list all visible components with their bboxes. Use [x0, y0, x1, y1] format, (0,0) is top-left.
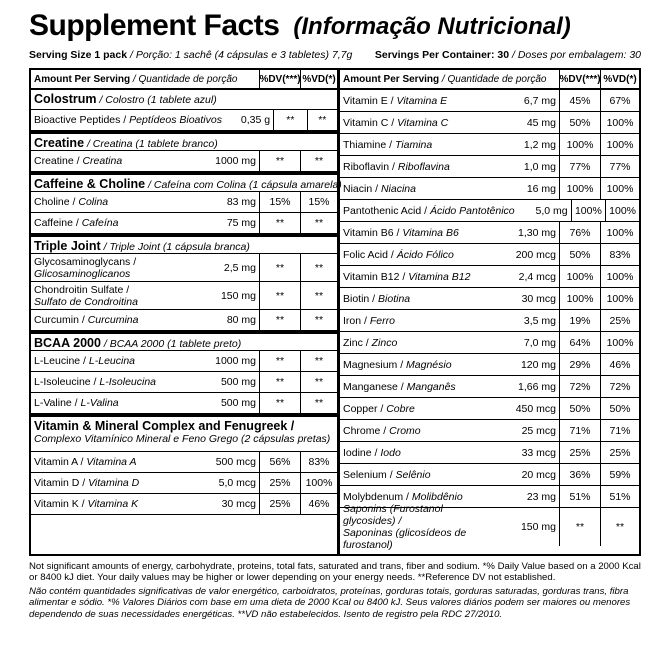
- left-nutrient-row: [31, 213, 337, 234]
- nutrient-name-pt: Peptídeos Bioativos: [129, 114, 222, 126]
- right-nutrient-row: [340, 332, 639, 354]
- nutrient-name-line1: Saponins (Furostanol glycosides) /: [343, 503, 443, 527]
- nutrient-name-pt: Iodo: [380, 446, 401, 459]
- footnote-en: Not significant amounts of energy, carbohydrate, proteins, total fats, saturated and trans, fiber and sodium. *% Daily Value based on a 2000 Kcal or 8400 kJ diet. Your daily values may be higher or lower depending on your energy needs. **Reference DV not established.: [29, 561, 641, 584]
- section-colostrum: [31, 90, 337, 110]
- left-nutrient-row: [31, 192, 337, 213]
- nutrient-name-en: Chondroitin Sulfate /: [34, 283, 130, 296]
- nutrient-dv: **: [559, 508, 600, 546]
- nutrient-vd: **: [300, 254, 337, 281]
- nutrient-name-en: Niacin: [343, 182, 373, 195]
- nutrient-amount: 23 mg: [526, 490, 556, 503]
- nutrient-dv: 72%: [559, 376, 600, 397]
- right-nutrient-row: [340, 310, 639, 332]
- nutrient-name-pt: Vitamina B6: [402, 226, 459, 239]
- nutrient-dv: **: [259, 151, 300, 171]
- nutrient-vd: 100%: [600, 288, 639, 309]
- nutrient-amount: 200 mcg: [515, 248, 556, 261]
- nutrient-name-en: Biotin: [343, 292, 370, 305]
- section-subtitle: / Cafeína com Colina (1 cápsula amarela): [145, 179, 342, 191]
- nutrient-amount: 83 mg: [226, 196, 256, 208]
- nutrient-vd: 15%: [300, 192, 337, 212]
- nutrient-dv: 100%: [559, 266, 600, 287]
- section-bcaa: [31, 331, 337, 351]
- section-title: Vitamin & Mineral Complex and Fenugreek /: [34, 419, 295, 433]
- nutrient-amount: 120 mg: [520, 358, 556, 371]
- nutrient-name: Riboflavin / Riboflavina: [343, 160, 450, 173]
- nutrient-name-en: Riboflavin: [343, 160, 390, 173]
- right-nutrient-row: [340, 464, 639, 486]
- section-subtitle: / Colostro (1 tablete azul): [96, 94, 217, 106]
- section-creatine: [31, 131, 337, 151]
- nutrient-vd: 83%: [600, 244, 639, 265]
- left-nutrient-row: [31, 110, 337, 131]
- nutrient-name-pt: Sulfato de Condroitina: [34, 295, 138, 308]
- nutrient-amount: 500 mcg: [215, 456, 256, 468]
- nutrient-name-en: Manganese: [343, 380, 398, 393]
- nutrient-amount: 1,66 mg: [518, 380, 556, 393]
- nutrient-name: Magnesium / Magnésio: [343, 358, 452, 371]
- left-nutrient-row: [31, 282, 337, 310]
- nutrient-name: L-Isoleucine / L-Isoleucina: [34, 376, 157, 388]
- nutrient-vd: 100%: [605, 200, 639, 221]
- left-nutrient-row: [31, 351, 337, 372]
- nutrient-name: Vitamin E / Vitamina E: [343, 94, 448, 107]
- right-nutrient-row: [340, 354, 639, 376]
- nutrient-vd: 100%: [600, 332, 639, 353]
- nutrient-dv: **: [259, 393, 300, 413]
- nutrient-amount: 30 mcg: [521, 292, 556, 305]
- section-triple: [31, 234, 337, 254]
- left-nutrient-row: [31, 372, 337, 393]
- nutrient-dv: **: [259, 254, 300, 281]
- nutrient-vd: 25%: [600, 310, 639, 331]
- right-nutrient-row: [340, 90, 639, 112]
- nutrient-dv: 56%: [259, 452, 300, 472]
- right-nutrient-row: [340, 178, 639, 200]
- nutrient-name-en: Vitamin D: [34, 477, 80, 489]
- nutrient-name-en: Vitamin B12: [343, 270, 400, 283]
- nutrient-name-pt: Vitamina E: [396, 94, 448, 107]
- right-nutrient-row: [340, 134, 639, 156]
- right-nutrient-row: [340, 112, 639, 134]
- right-header-dv: %DV(***): [559, 70, 600, 88]
- nutrient-vd: 100%: [300, 473, 337, 493]
- nutrient-vd: **: [300, 310, 337, 330]
- nutrient-name-pt: Creatina: [82, 155, 123, 167]
- nutrient-name-pt: Colina: [78, 196, 109, 208]
- nutrient-dv: 15%: [259, 192, 300, 212]
- section-title: BCAA 2000: [34, 336, 101, 350]
- nutrient-name-pt: Ferro: [369, 314, 395, 327]
- nutrient-dv: 25%: [259, 494, 300, 514]
- nutrient-name: Pantothenic Acid / Ácido Pantotênico: [343, 204, 515, 217]
- nutrient-vd: **: [300, 372, 337, 392]
- nutrient-dv: 51%: [559, 486, 600, 507]
- nutrient-amount: 25 mcg: [521, 424, 556, 437]
- nutrient-name: Vitamin B6 / Vitamina B6: [343, 226, 459, 239]
- nutrient-vd: **: [300, 393, 337, 413]
- left-header-dv: %DV(***): [259, 70, 300, 88]
- nutrient-name: [31, 284, 199, 308]
- footnote-pt: Não contém quantidades significativas de valor energético, carboidratos, proteínas, gorduras totais, gorduras saturadas, gorduras trans, fibra alimentar e sódio. *% Valores Diários com base em uma dieta de 2000 Kcal ou 8400 kJ. Seus valores diários podem ser maiores ou menores dependendo de suas necessidades energéticas. **VD não estabelecidos. Isento de registro pela RDC 27/2010.: [29, 585, 631, 620]
- nutrient-name-pt: Cromo: [389, 424, 421, 437]
- nutrient-name-en: Copper: [343, 402, 378, 415]
- nutrient-name: Vitamin A / Vitamina A: [34, 456, 137, 468]
- nutrient-name-en: Selenium: [343, 468, 387, 481]
- nutrient-vd: 100%: [600, 178, 639, 199]
- nutrient-name: Chrome / Cromo: [343, 424, 421, 437]
- nutrient-amount: 75 mg: [226, 217, 256, 229]
- nutrient-name-pt: L-Leucina: [88, 355, 136, 367]
- nutrient-name: L-Leucine / L-Leucina: [34, 355, 136, 367]
- nutrient-name-en: Folic Acid: [343, 248, 388, 261]
- nutrient-amount: 450 mcg: [515, 402, 556, 415]
- nutrient-name: Iron / Ferro: [343, 314, 395, 327]
- nutrient-name-en: Chrome: [343, 424, 381, 437]
- nutrient-name-en: L-Valine: [34, 397, 72, 409]
- left-nutrient-row: [31, 254, 337, 282]
- section-subtitle: / Triple Joint (1 cápsula branca): [100, 241, 250, 253]
- nutrient-name: Vitamin D / Vitamina D: [34, 477, 140, 489]
- nutrient-amount: 20 mcg: [521, 468, 556, 481]
- nutrient-vd: 59%: [600, 464, 639, 485]
- nutrient-dv: 64%: [559, 332, 600, 353]
- nutrient-name-en: Vitamin E: [343, 94, 388, 107]
- nutrient-vd: 46%: [300, 494, 337, 514]
- nutrient-name-en: Iron: [343, 314, 362, 327]
- title-main: Supplement Facts: [29, 9, 280, 42]
- section-title: Caffeine & Choline: [34, 177, 146, 191]
- right-nutrient-row: [340, 376, 639, 398]
- nutrient-amount: 1000 mg: [215, 155, 256, 167]
- nutrient-name-pt: Tiamina: [394, 138, 433, 151]
- nutrient-name: Curcumin / Curcumina: [34, 314, 139, 326]
- nutrient-name-pt: Riboflavina: [397, 160, 450, 173]
- nutrient-name: Bioactive Peptides / Peptídeos Bioativos: [34, 114, 222, 126]
- nutrient-name-en: Caffeine: [34, 217, 73, 229]
- nutrient-name-pt: Cafeína: [81, 217, 119, 229]
- nutrient-amount: 3,5 mg: [523, 314, 556, 327]
- nutrient-dv: **: [259, 372, 300, 392]
- right-column: [340, 70, 639, 554]
- nutrient-dv: 50%: [559, 398, 600, 419]
- nutrient-name-en: Creatine: [34, 155, 74, 167]
- section-vitmin: [31, 414, 337, 452]
- right-nutrient-row: [340, 200, 639, 222]
- nutrient-name-pt: Manganês: [406, 380, 456, 393]
- nutrient-name-pt: Molibdênio: [411, 490, 463, 503]
- nutrient-vd: **: [307, 110, 337, 130]
- label-title: [29, 8, 641, 42]
- nutrient-vd: 25%: [600, 442, 639, 463]
- nutrient-name: Iodine / Iodo: [343, 446, 401, 459]
- nutrient-vd: 71%: [600, 420, 639, 441]
- nutrient-dv: 29%: [559, 354, 600, 375]
- nutrient-amount: 500 mg: [220, 376, 256, 388]
- nutrient-amount: 6,7 mg: [523, 94, 556, 107]
- footnotes: [29, 561, 641, 620]
- nutrient-amount: 0,35 g: [240, 114, 271, 126]
- nutrient-amount: 80 mg: [226, 314, 256, 326]
- nutrient-name: [31, 256, 199, 280]
- section-caffeine: [31, 172, 342, 192]
- servings-per-container: [375, 48, 641, 62]
- right-nutrient-row: [340, 398, 639, 420]
- nutrient-name-pt: Vitamina D: [88, 477, 140, 489]
- nutrient-name: Vitamin B12 / Vitamina B12: [343, 270, 471, 283]
- nutrient-name: Copper / Cobre: [343, 402, 415, 415]
- nutrient-amount: 33 mcg: [521, 446, 556, 459]
- nutrient-name-pt: L-Isoleucina: [99, 376, 157, 388]
- left-nutrient-row: [31, 473, 337, 494]
- nutrient-name-en: Thiamine: [343, 138, 387, 151]
- right-nutrient-row-saponins: [340, 503, 639, 551]
- nutrient-name: Vitamin C / Vitamina C: [343, 116, 449, 129]
- nutrient-name-en: Vitamin C: [343, 116, 389, 129]
- nutrient-vd: 72%: [600, 376, 639, 397]
- nutrient-name: Vitamin K / Vitamina K: [34, 498, 139, 510]
- nutrient-vd: 100%: [600, 134, 639, 155]
- right-nutrient-row: [340, 244, 639, 266]
- nutrient-name-en: Bioactive Peptides: [34, 114, 121, 126]
- nutrient-vd: **: [300, 351, 337, 371]
- nutrient-name-pt: Biotina: [378, 292, 411, 305]
- nutrient-name-en: Vitamin A: [34, 456, 78, 468]
- right-header-name: [340, 74, 559, 85]
- nutrient-name-pt: Zinco: [371, 336, 398, 349]
- nutrient-dv: 36%: [559, 464, 600, 485]
- nutrient-name: Niacin / Niacina: [343, 182, 416, 195]
- left-nutrient-row: [31, 151, 337, 172]
- nutrient-name-pt: Vitamina A: [86, 456, 137, 468]
- section-subtitle: / BCAA 2000 (1 tablete preto): [100, 338, 242, 350]
- nutrient-vd: 67%: [600, 90, 639, 111]
- supplement-facts-label: [29, 8, 641, 656]
- serving-size: [29, 48, 352, 62]
- right-nutrient-row: [340, 288, 639, 310]
- serving-info: [29, 48, 641, 62]
- nutrient-vd: 46%: [600, 354, 639, 375]
- nutrient-name: Creatine / Creatina: [34, 155, 123, 167]
- left-nutrient-row: [31, 452, 337, 473]
- left-column: [31, 70, 340, 554]
- nutrient-dv: 100%: [559, 134, 600, 155]
- nutrient-dv: **: [259, 213, 300, 233]
- nutrient-amount: 2,4 mcg: [518, 270, 556, 283]
- section-subtitle: Complexo Vitamínico Mineral e Feno Grego (2 cápsulas pretas): [34, 433, 331, 445]
- right-header-pt: / Quantidade de porção: [439, 73, 547, 85]
- nutrient-amount: 2,5 mg: [223, 261, 256, 274]
- nutrient-dv: **: [259, 282, 300, 309]
- left-header-vd: %VD(*): [300, 70, 337, 88]
- nutrient-name-en: Zinc: [343, 336, 363, 349]
- nutrient-amount: 16 mg: [526, 182, 556, 195]
- left-header-en: Amount Per Serving: [34, 73, 131, 85]
- nutrient-amount: 5,0 mcg: [218, 477, 256, 489]
- nutrient-vd: **: [300, 213, 337, 233]
- serving-size-label: Serving Size 1 pack: [29, 49, 128, 61]
- nutrient-amount: 1,2 mg: [523, 138, 556, 151]
- nutrient-name: L-Valine / L-Valina: [34, 397, 119, 409]
- nutrient-amount: 45 mg: [526, 116, 556, 129]
- nutrient-amount: 150 mg: [520, 521, 556, 533]
- nutrient-dv: **: [259, 310, 300, 330]
- section-subtitle: / Creatina (1 tablete branco): [84, 138, 218, 150]
- nutrient-dv: 25%: [259, 473, 300, 493]
- nutrient-dv: 25%: [559, 442, 600, 463]
- nutrient-name-pt: Vitamina K: [87, 498, 139, 510]
- nutrient-name-en: Vitamin B6: [343, 226, 394, 239]
- nutrient-dv: 50%: [559, 244, 600, 265]
- nutrient-dv: 77%: [559, 156, 600, 177]
- nutrient-vd: 83%: [300, 452, 337, 472]
- nutrient-name-pt: Selênio: [395, 468, 431, 481]
- nutrient-name: Thiamine / Tiamina: [343, 138, 433, 151]
- right-nutrient-row: [340, 420, 639, 442]
- nutrient-name: Zinc / Zinco: [343, 336, 398, 349]
- nutrient-name-pt: Cobre: [386, 402, 415, 415]
- serving-size-pt: / Porção: 1 sachê (4 cápsulas e 3 tabletes) 7,7g: [127, 49, 353, 61]
- nutrient-dv: 19%: [559, 310, 600, 331]
- nutrient-name-pt: L-Valina: [80, 397, 119, 409]
- nutrient-name-en: Pantothenic Acid: [343, 204, 422, 217]
- nutrient-name-en: Curcumin: [34, 314, 79, 326]
- left-nutrient-row: [31, 393, 337, 414]
- nutrient-name-pt: Glicosaminoglicanos: [34, 267, 131, 280]
- nutrient-name-pt: Magnésio: [406, 358, 452, 371]
- nutrient-amount: 7,0 mg: [523, 336, 556, 349]
- right-header-en: Amount Per Serving: [343, 73, 440, 85]
- nutrient-vd: **: [300, 151, 337, 171]
- nutrient-name-en: L-Leucine: [34, 355, 81, 367]
- nutrient-amount: 1000 mg: [215, 355, 256, 367]
- section-title: Triple Joint: [34, 239, 101, 253]
- nutrient-vd: **: [300, 282, 337, 309]
- nutrient-name-pt: Vitamina C: [397, 116, 449, 129]
- facts-table: [29, 68, 641, 556]
- nutrient-dv: 100%: [571, 200, 606, 221]
- section-title: Creatine: [34, 136, 85, 150]
- nutrient-dv: **: [273, 110, 307, 130]
- left-header-pt: / Quantidade de porção: [130, 73, 238, 85]
- section-title: Colostrum: [34, 92, 97, 106]
- left-nutrient-row: [31, 310, 337, 331]
- nutrient-vd: 77%: [600, 156, 639, 177]
- nutrient-name-en: Choline: [34, 196, 70, 208]
- left-nutrient-row: [31, 494, 337, 515]
- nutrient-name-en: Molybdenum: [343, 490, 404, 503]
- nutrient-vd: 50%: [600, 398, 639, 419]
- nutrient-dv: 45%: [559, 90, 600, 111]
- nutrient-name: [340, 503, 495, 551]
- servings-per-container-label: Servings Per Container: 30: [374, 49, 510, 61]
- nutrient-amount: 150 mg: [220, 289, 256, 302]
- right-header-row: [340, 70, 639, 90]
- nutrient-name-pt: Ácido Pantotênico: [430, 204, 515, 217]
- nutrient-name: Biotin / Biotina: [343, 292, 411, 305]
- nutrient-dv: 50%: [559, 112, 600, 133]
- nutrient-name: Molybdenum / Molibdênio: [343, 490, 463, 503]
- nutrient-name: Selenium / Selênio: [343, 468, 431, 481]
- nutrient-name: Caffeine / Cafeína: [34, 217, 119, 229]
- nutrient-amount: 500 mg: [220, 397, 256, 409]
- nutrient-name-pt: Niacina: [380, 182, 416, 195]
- nutrient-vd: 100%: [600, 222, 639, 243]
- title-sub: (Informação Nutricional): [293, 13, 571, 40]
- nutrient-name: Manganese / Manganês: [343, 380, 456, 393]
- left-header-name: [31, 74, 259, 85]
- nutrient-name: Choline / Colina: [34, 196, 109, 208]
- nutrient-dv: **: [259, 351, 300, 371]
- nutrient-vd: 100%: [600, 112, 639, 133]
- servings-per-container-pt: / Doses por embalagem: 30: [509, 49, 641, 61]
- nutrient-name-en: Glycosaminoglycans /: [34, 255, 137, 268]
- nutrient-name-en: Magnesium: [343, 358, 398, 371]
- nutrient-amount: 5,0 mg: [535, 204, 568, 217]
- nutrient-name: Folic Acid / Ácido Fólico: [343, 248, 454, 261]
- nutrient-name-pt: Vitamina B12: [408, 270, 471, 283]
- right-nutrient-row: [340, 442, 639, 464]
- nutrient-amount: 1,30 mg: [518, 226, 556, 239]
- right-nutrient-row: [340, 156, 639, 178]
- nutrient-vd: 51%: [600, 486, 639, 507]
- nutrient-amount: 30 mcg: [221, 498, 256, 510]
- nutrient-vd: **: [600, 508, 639, 546]
- nutrient-name-pt: Ácido Fólico: [396, 248, 454, 261]
- left-header-row: [31, 70, 337, 90]
- nutrient-name-en: Iodine: [343, 446, 372, 459]
- right-header-vd: %VD(*): [600, 70, 639, 88]
- nutrient-name-en: Vitamin K: [34, 498, 79, 510]
- nutrient-dv: 71%: [559, 420, 600, 441]
- right-nutrient-row: [340, 222, 639, 244]
- nutrient-dv: 100%: [559, 178, 600, 199]
- nutrient-name-line2: Saponinas (glicosídeos de furostanol): [343, 527, 467, 551]
- nutrient-vd: 100%: [600, 266, 639, 287]
- nutrient-dv: 100%: [559, 288, 600, 309]
- nutrient-dv: 76%: [559, 222, 600, 243]
- nutrient-name-en: L-Isoleucine: [34, 376, 91, 388]
- right-nutrient-row: [340, 266, 639, 288]
- nutrient-amount: 1,0 mg: [523, 160, 556, 173]
- nutrient-name-pt: Curcumina: [87, 314, 139, 326]
